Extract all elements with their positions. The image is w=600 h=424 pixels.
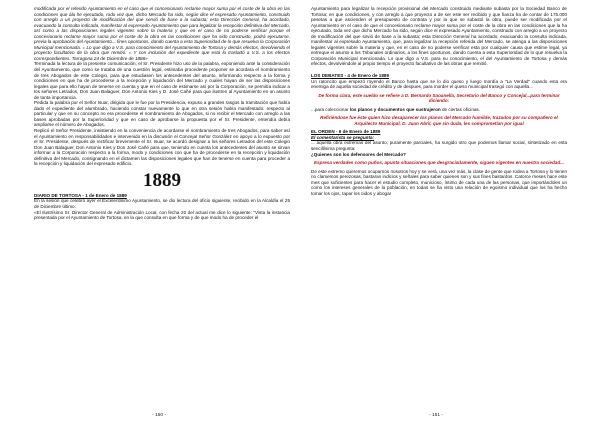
left-paragraph-3: Pedida la palabra por el Señor Isuar, dirigida que le fue por la Presidencia, expuso a grandes rasgos la tramitación que había dado el expediente del alumbrado, haciendo constar nuevamente lo que en otra sesión había manifestado: respecto al particular y que en su concepto no era procedente el nombramiento de Abogados, si no recibir el Mercado con arreglo a las bases aprobadas por la Superioridad y que en caso de aprobarse la propuesta por el Sr. Presidente, entendía debía ampliarse el número de Abogados. xyxy=(34,100,290,128)
left-paragraph-5: En la sesión que celebró ayer el Excelentísimo Ayuntamiento, se dio lectura del oficio siguiente, recibido en la Alcaldía el 25 de Diciembre último: xyxy=(34,198,290,209)
left-page xyxy=(34,6,290,221)
year-heading: 1889 xyxy=(143,169,181,191)
right-page xyxy=(311,6,567,196)
red-quote-2: Refiriéndose fue éste quien hizo desaparecer los planos del Mercado humilde, trazados por su compañero el Arquitecto Municipal, D. Juan Abril, que sin duda, les comprometían por igual xyxy=(320,115,558,126)
red-quote-1: De forma clara, este sueldo se refiere a D. Bernardo Saoanella, Secretario del Banco y Concejal...para terminar diciendo: xyxy=(318,92,560,104)
section-heading-orden: EL ORDEN - 6 de Enero de 1889 xyxy=(311,129,381,135)
subheading-comentarista: El comentarista se pregunta: xyxy=(311,134,375,140)
text-run-bold: los planos y documentos que sustrajeron xyxy=(349,106,441,112)
text-run: de ciertas oficinas. xyxy=(440,106,481,112)
section-heading-debates: LOS DEBATES - 4 de Enero de 1889 xyxy=(311,73,390,79)
left-paragraph-4: Replicó el Señor Presidente, insistiendo en la conveniencia de acordarse el nombramiento de tres Abogados, para saber así el Ayuntamiento en responsabilidades e intervenido en la discusión el Concejal Señor González en apoyo a lo expuesto por el Sr. Presidente, después de rectificar brevemente el Sr. Isuar, se acordó designar a los señores Letrados del este Colegio Don Juan Balaguer, Don Antonio Kies y Don José Cañé para que, teniendo en cuenta los antecedentes del asunto se sirvan informar a la Corporación respecto a la forma, modo y condiciones con que ha de procederse en la recepción y liquidación definitiva del Mercado, consignando en el dictamen las disposiciones legales que han de tenerse en cuenta para proceder a la recepción y liquidación del expresado edificio. xyxy=(34,128,290,167)
left-paragraph-quote-end: modificada por el referido Ayuntamiento en el caso que el concesionario reclame mayor suma por el coste de la obra en las condiciones que ála he ejecutado, rodo vez que, dicho Mercado ha sido, según dice el expresado Ayuntamiento, construido con arreglo a un proyecto de modificación del que servió de base a la subasta; esta Dirección General, ha acordado, evacuando la consulta indicada, manifestar al expresado Ayuntamiento que para legalizar la recepción definitiva del Mercado, así como a las disposiciones legales vigentes sobre la materia y que en el caso de no poderse verificar porque el concesionario reclame mayor suma por el coste de la obra en las condiciones que ha sido construido, podrá ejecutarse, previa la aprobación del Ayuntamiento... fines oportunos, dando cuenta a esta Superioridad de lo que resuelva la Corporación Municipal mencionada. = Lo que digo a V.S. para conocimiento del Ayuntamiento de Tortosa y demás efectos, devolviendo el proyecto facultativo de la obra que remitió. = Y con inclusión del expediente que está lo trasladó a V.S. a los efectos correspondientes. Tarragona 24 de Diciembre de 1888» xyxy=(34,6,290,61)
page-number-left: - 150 - xyxy=(152,413,166,418)
right-paragraph-4: ... aquella obra extremas del asunto, puramente parciales, ha surgido otro que podemos llamar social, sintetizado en esta sencillísima pregunta: xyxy=(311,140,567,152)
left-paragraph-2: Terminada la lectura de la presente comunicación, el Sr. Presidente hizo uso de la palabra, exponiendo ante la consideración del Ayuntamiento, que como se trataba de una cuestión legal, estimaba procedente proponer se acordara el nombramiento de tres Abogados de este Colegio, para que estudiasen los antecedentes del asunto, informando respecto a la forma y condiciones en que ha de procederse a la recepción y liquidación del Mercado y cuales hayan de ser las disposiciones legales que para ello hayan de tenerse en cuenta y que en el caso de estimarse así por la Corporación, se permitía indicar a los señores Letrados, Don Juan Balaguer, Don Antonio Kies y D. José Cañé para que ilustren al Ayuntamiento en un asunto de tanta importancia. xyxy=(34,61,290,100)
page-number-right: - 151 - xyxy=(429,413,443,418)
right-paragraph-5: De este extremo queremos ocuparnos nosotros hoy y se verá, una vez más, la clase de gente que rodea a Tortosa y lo tienen no clamemos perezosas, bastaran indicios y señales para saber quienes son y sus fines bastardos. Catorce meses hace este mes que suficientes para hacer el estudio completo, municioso, íntimo de cada una de las personas, que importándoles un como los intereses generales de la población, en todas se ha visto una relación de egoismo individual que los ha hecho tomar los ojos, tapar los oidos y abogar xyxy=(311,168,567,196)
section-heading-diario: DIARIO DE TORTOSA - 1 de Enero de 1889 xyxy=(34,192,127,198)
right-paragraph-2: Un ratoncito que empezó royendo el Banco hasta que se lo dio queso y luego mordía a "La Verdad" cuando esta era enemiga de aquella sociedad de crédito y de despues, para morder el queso municipal trasegó con aquella... xyxy=(311,78,567,90)
question-line: ¿Quienes son los defensores del Mercado? xyxy=(311,151,406,157)
right-paragraph-1: Ayuntamiento para legalizar la recepción provisional del Mercado construido mediante subasta por la Sociedad Banco de Tortosa; en que condiciones, y con arreglo a que proyecto a de ser este ser recibido y que fianza ha de contar de 175.000 pesetas a que ascienden el presupuesto de contrata y por la que se subastó la obra, puede ser modificada por el Ayuntamiento en el caso de que el concesionario reclame mayor suma por el coste de la obra en las condiciones que la ha ejecutado, toda vez que dicho Mercado ha sido, según dice el expresado Ayuntamiento, construido con arreglo a un proyecto de modificación del que sirvió de base a la subasta; esta Dirección General ha acordado, evacuando la consulta indicada, manifestar al expresado Ayuntamiento, que, para legalizar la recepción referida del Mercado, se atenga a las disposiciones legales vigentes sobre la materia y que, en el caso de no poderse verificar esta por cualquier causa que estime legal, ya entreque el asunto a los Tribunales ordinarios, a los fines oportunos, dando cuenta a esta Superioridad de lo que resuelva la Corporación Municipal mencionada. Lo que digo a V.S. para su conocimiento, el del Ayuntamiento de Tortosa y demás efectos, devolviéndole al propio tiempo el proyecto facultativo de las obras que remitió. xyxy=(311,6,567,67)
text-run: ...para coleccionar xyxy=(311,106,350,112)
red-quote-3: Espresa verdades como puños, apunta situaciones que desgraciadamente, siguen vigentes en nuestra sociedad... xyxy=(314,160,564,166)
left-paragraph-6: «El Ilustrísimo Sr. Director General de Administración Local, con fecha 20 del actual me dice lo siguiente: "Vista la instancia presentada por el Ayuntamiento de Tortosa, en la que consulta en que forma y de que modo ha de proceder el xyxy=(34,209,290,221)
